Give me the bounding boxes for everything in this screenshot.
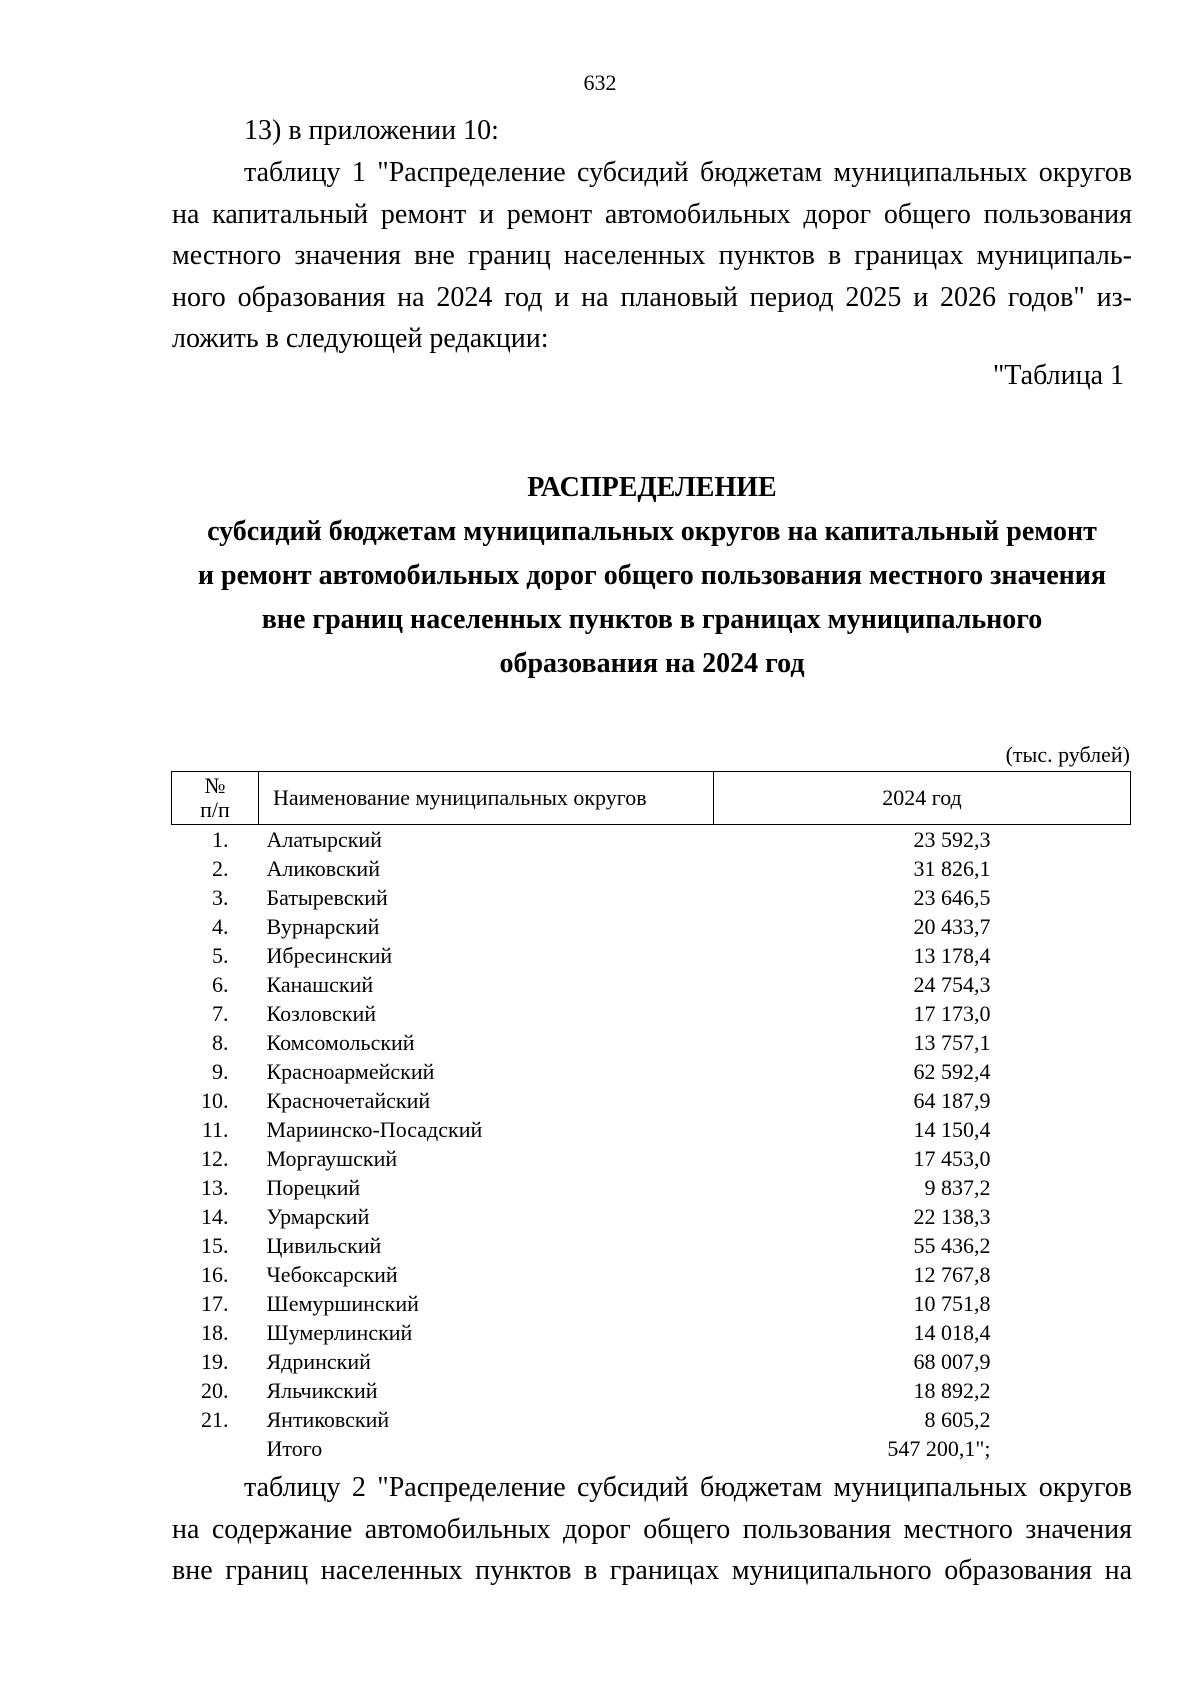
row-number: 4. [212,914,229,939]
district-name: Аликовский [266,856,380,881]
row-number: 14. [201,1204,229,1229]
district-name: Цивильский [266,1233,382,1258]
subsidy-value: 12 767,8 [913,1262,991,1287]
paragraph-line: ложить в следующей редакции: [172,323,549,354]
row-number: 21. [201,1407,229,1432]
table-body [172,825,1131,1464]
subsidy-value: 14 150,4 [913,1117,991,1142]
table-row [172,1318,1131,1347]
table-row [172,854,1131,883]
subsidy-value: 17 173,0 [913,1001,991,1026]
table-heading [172,466,1132,686]
district-name: Мариинско-Посадский [266,1117,483,1142]
subsidy-value: 64 187,9 [913,1088,991,1113]
subsidy-value: 9 837,2 [924,1175,991,1200]
distribution-table [171,771,1131,1463]
subsidy-value: 14 018,4 [913,1320,991,1345]
header-number-symbol: № [204,773,226,798]
row-number: 10. [201,1088,229,1113]
table-row [172,1115,1131,1144]
row-number: 7. [212,1001,229,1026]
row-number: 6. [212,972,229,997]
row-number: 5. [212,943,229,968]
table-row [172,1202,1131,1231]
header-year: 2024 год [714,772,1131,825]
row-number: 19. [201,1349,229,1374]
header-number-abbr: п/п [200,797,230,822]
paragraph-line: на капитальный ремонт и ремонт автомобильных дорог общего пользования [172,198,1132,230]
row-number: 13. [201,1175,229,1200]
header-number [172,772,259,825]
table-row [172,883,1131,912]
row-number: 2. [212,856,229,881]
row-number: 8. [212,1030,229,1055]
row-number: 3. [212,885,229,910]
units-label: (тыс. рублей) [1005,742,1130,767]
subsidy-value: 31 826,1 [913,856,991,881]
intro-item: 13) в приложении 10: [244,115,499,146]
table-row [172,999,1131,1028]
total-value: 547 200,1"; [887,1436,991,1461]
table-row [172,1260,1131,1289]
district-name: Батыревский [266,885,388,910]
paragraph-1 [172,152,1132,360]
heading-line: субсидий бюджетам муниципальных округов на капитальный ремонт [207,516,1097,547]
subsidy-value: 10 751,8 [913,1291,991,1316]
total-number-cell [172,1434,259,1463]
heading-line: вне границ населенных пунктов в границах муниципального [261,604,1043,635]
subsidy-value: 20 433,7 [913,914,991,939]
row-number: 20. [201,1378,229,1403]
district-name: Вурнарский [266,914,380,939]
row-number: 1. [212,827,229,852]
subsidy-value: 13 178,4 [913,943,991,968]
subsidy-value: 18 892,2 [913,1378,991,1403]
row-number: 15. [201,1233,229,1258]
district-name: Моргаушский [266,1146,398,1171]
subsidy-value: 55 436,2 [913,1233,991,1258]
page-number: 632 [583,70,617,95]
subsidy-value: 23 646,5 [913,885,991,910]
heading-line: и ремонт автомобильных дорог общего пользования местного значения [197,560,1107,591]
table-row [172,1086,1131,1115]
row-number: 9. [212,1059,229,1084]
district-name: Чебоксарский [266,1262,398,1287]
subsidy-value: 22 138,3 [913,1204,991,1229]
table-reference: "Таблица 1 [992,360,1124,391]
district-name: Ядринский [266,1349,371,1374]
heading-title: РАСПРЕДЕЛЕНИЕ [527,472,777,503]
header-name: Наименование муниципальных округов [259,772,714,825]
district-name: Комсомольский [266,1030,415,1055]
row-number: 18. [201,1320,229,1345]
paragraph-line: таблицу 2 "Распределение субсидий бюджетам муниципальных округов [244,1472,1132,1503]
row-number: 16. [201,1262,229,1287]
subsidy-value: 13 757,1 [913,1030,991,1055]
district-name: Ибресинский [266,943,393,968]
district-name: Урмарский [266,1204,370,1229]
paragraph-line: ного образования на 2024 год и на плановый период 2025 и 2026 годов" из- [172,281,1132,313]
table-row [172,1376,1131,1405]
subsidy-value: 23 592,3 [913,827,991,852]
table-row [172,1289,1131,1318]
paragraph-line: таблицу 1 "Распределение субсидий бюджетам муниципальных округов [244,157,1132,188]
paragraph-2 [172,1467,1132,1592]
table-total-row [172,1434,1131,1463]
row-number: 11. [201,1117,229,1142]
row-number: 17. [201,1291,229,1316]
subsidy-value: 62 592,4 [913,1059,991,1084]
table-row [172,912,1131,941]
table-row [172,1347,1131,1376]
district-name: Канашский [266,972,374,997]
subsidy-value: 68 007,9 [913,1349,991,1374]
district-name: Яльчикский [266,1378,378,1403]
total-label: Итого [266,1436,323,1461]
row-number: 12. [201,1146,229,1171]
district-name: Шемуршинский [266,1291,419,1316]
subsidy-value: 17 453,0 [913,1146,991,1171]
table-row [172,1231,1131,1260]
table-row [172,1144,1131,1173]
district-name: Красноармейский [266,1059,435,1084]
district-name: Красночетайский [266,1088,431,1113]
table-row [172,941,1131,970]
table-row [172,970,1131,999]
district-name: Алатырский [266,827,382,852]
paragraph-line: на содержание автомобильных дорог общего пользования местного значения [172,1513,1132,1545]
subsidy-value: 24 754,3 [913,972,991,997]
table-row [172,1405,1131,1434]
table-header-row [172,772,1131,825]
heading-line: образования на 2024 год [499,648,805,679]
paragraph-line: вне границ населенных пунктов в границах муниципального образования на [172,1555,1132,1586]
table-row [172,1028,1131,1057]
table-row [172,825,1131,855]
district-name: Порецкий [266,1175,361,1200]
table-row [172,1057,1131,1086]
table-row [172,1173,1131,1202]
district-name: Козловский [266,1001,377,1026]
subsidy-value: 8 605,2 [924,1407,991,1432]
district-name: Шумерлинский [266,1320,413,1345]
district-name: Янтиковский [266,1407,390,1432]
paragraph-line: местного значения вне границ населенных пунктов в границах муниципаль- [172,240,1132,271]
